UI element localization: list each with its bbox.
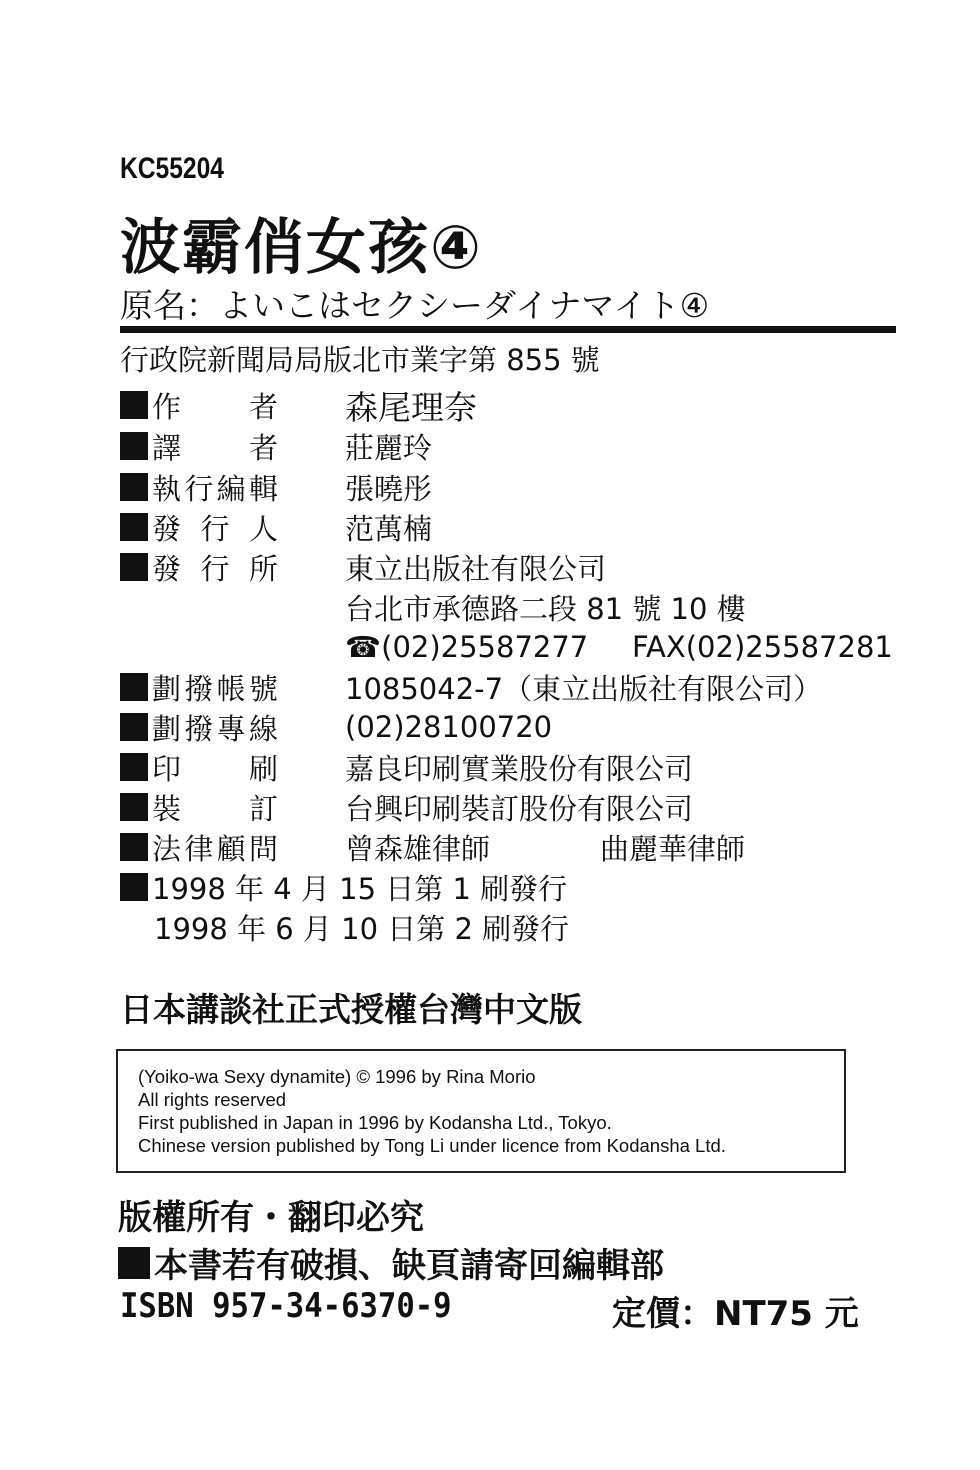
credit-row-translator <box>120 426 433 466</box>
credit-row-legal <box>120 827 746 867</box>
bullet-square <box>120 473 148 501</box>
copyright-line: (Yoiko-wa Sexy dynamite) © 1996 by Rina Morio <box>138 1066 536 1087</box>
credit-label: 發行所 <box>152 551 278 586</box>
credit-row-publishing-house <box>120 547 607 587</box>
phone-number: (02)25587277 <box>381 630 589 664</box>
copyright-box <box>116 1049 846 1173</box>
credit-value: 范萬楠 <box>345 511 433 546</box>
credit-value: 東立出版社有限公司 <box>345 551 607 586</box>
credit-row-account <box>120 667 823 707</box>
bullet-square <box>120 793 148 821</box>
price: 定價：NT75 元 <box>612 1294 859 1334</box>
isbn: ISBN 957-34-6370-9 <box>120 1286 452 1326</box>
credit-label: 譯者 <box>152 430 278 465</box>
credit-label: 印刷 <box>152 751 278 786</box>
address: 台北市承德路二段 81 號 10 樓 <box>345 591 746 626</box>
credit-label: 法律顧問 <box>152 831 278 866</box>
credit-value: 台興印刷裝訂股份有限公司 <box>345 791 694 826</box>
print-history-2 <box>154 907 569 947</box>
print-date: 1998 年 6 月 10 日第 2 刷發行 <box>154 911 570 946</box>
credit-value: 張曉彤 <box>345 471 433 506</box>
bullet-square <box>120 753 148 781</box>
credit-value: 莊麗玲 <box>345 430 433 465</box>
license-number: 行政院新聞局局版北市業字第 855 號 <box>120 343 600 377</box>
authorization-statement: 日本講談社正式授權台灣中文版 <box>120 990 582 1029</box>
bullet-square <box>120 553 148 581</box>
fax-number: FAX(02)25587281 <box>632 630 893 664</box>
copyright-line: All rights reserved <box>138 1089 287 1110</box>
credit-row-printing <box>120 747 694 787</box>
bullet-square <box>120 713 148 741</box>
credit-label: 裝訂 <box>152 791 278 826</box>
copyright-line: First published in Japan in 1996 by Kodansha Ltd., Tokyo. <box>138 1112 612 1133</box>
rights-reserved: 版權所有・翻印必究 <box>118 1198 424 1238</box>
credit-value: 1085042-7（東立出版社有限公司） <box>345 671 823 706</box>
bullet-square <box>118 1247 150 1279</box>
copyright-line: Chinese version published by Tong Li under licence from Kodansha Ltd. <box>138 1135 726 1156</box>
credit-value: 森尾理奈 <box>345 387 477 427</box>
product-code: KC55204 <box>120 152 224 185</box>
print-date: 1998 年 4 月 15 日第 1 刷發行 <box>152 871 568 906</box>
credit-value: 曾森雄律師 <box>345 831 491 866</box>
credit-row-binding <box>120 787 694 827</box>
notice-text: 本書若有破損、缺頁請寄回編輯部 <box>154 1246 664 1286</box>
bullet-square <box>120 673 148 701</box>
bullet-square <box>120 873 148 901</box>
bullet-square <box>120 391 148 419</box>
credit-value: (02)28100720 <box>345 710 553 744</box>
damage-notice <box>118 1238 664 1287</box>
bullet-square <box>120 432 148 460</box>
credit-value-2: 曲麗華律師 <box>600 831 746 866</box>
credit-label: 發行人 <box>152 511 278 546</box>
credit-row-hotline <box>120 707 553 747</box>
telephone-icon: ☎ <box>345 630 382 664</box>
credit-row-publisher <box>120 507 433 547</box>
bullet-square <box>120 513 148 541</box>
divider <box>120 326 896 333</box>
original-title: 原名：よいこはセクシーダイナマイト④ <box>120 286 710 325</box>
credit-label: 執行編輯 <box>152 471 278 506</box>
credit-row-editor <box>120 467 433 507</box>
credit-value: 嘉良印刷實業股份有限公司 <box>345 751 694 786</box>
bullet-square <box>120 833 148 861</box>
book-title: 波霸俏女孩④ <box>120 213 483 283</box>
phone <box>345 630 588 664</box>
credit-row-author <box>120 385 477 427</box>
credit-label: 劃撥專線 <box>152 711 278 746</box>
credit-label: 作者 <box>152 389 278 424</box>
credit-label: 劃撥帳號 <box>152 671 278 706</box>
print-history-1 <box>120 867 567 907</box>
